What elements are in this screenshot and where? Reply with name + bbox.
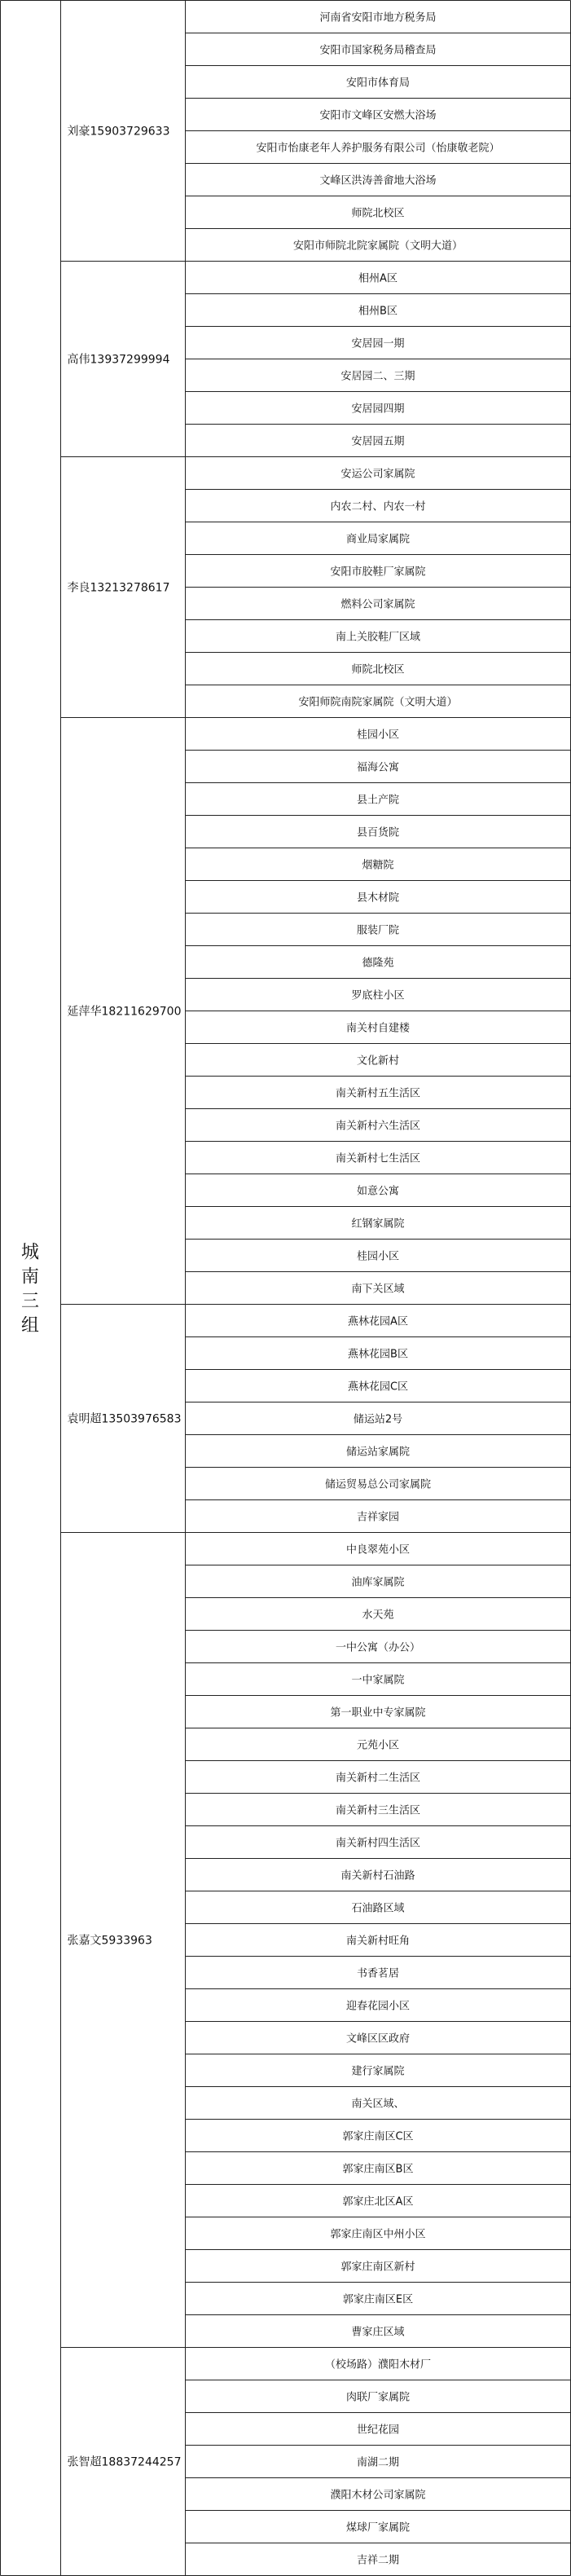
location-cell: 南关新村石油路	[340, 1869, 415, 1882]
person-contact: 袁明超13503976583	[67, 1412, 182, 1426]
location-cell: 石油路区域	[351, 1902, 405, 1915]
location-cell: 燃料公司家属院	[340, 598, 415, 611]
location-cell: 商业局家属院	[345, 533, 411, 546]
location-cell: 相州A区	[358, 272, 398, 285]
location-cell: 濮阳木材公司家属院	[330, 2489, 426, 2502]
location-cell: 罗底柱小区	[351, 989, 405, 1002]
location-cell: 燕林花园C区	[347, 1380, 409, 1394]
table-cells	[68, 11, 500, 2567]
person-contact: 刘豪15903729633	[67, 125, 170, 139]
location-cell: 桂园小区	[356, 1250, 400, 1263]
location-cell: 郭家庄南区E区	[342, 2293, 414, 2306]
location-cell: 煤球厂家属院	[345, 2521, 411, 2534]
location-cell: 师院北校区	[351, 207, 405, 220]
group-label: 城南三组	[20, 1242, 40, 1336]
location-cell: 南关新村七生活区	[335, 1152, 421, 1165]
location-cell: 迎春花园小区	[345, 2000, 411, 2013]
location-cell: 安阳市怡康老年人养护服务有限公司（怡康敬老院）	[256, 142, 500, 155]
location-cell: 储运站家属院	[345, 1446, 411, 1459]
location-cell: 中良翠苑小区	[345, 1543, 411, 1557]
location-cell: 南关新村六生活区	[335, 1120, 421, 1133]
location-cell: 郭家庄南区B区	[342, 2163, 414, 2176]
location-cell: 相州B区	[358, 305, 398, 318]
person-contact: 张智超18837244257	[67, 2455, 182, 2469]
location-cell: 如意公寓	[356, 1185, 400, 1198]
location-cell: 南关新村五生活区	[335, 1087, 421, 1100]
location-cell: 南上关胶鞋厂区域	[335, 631, 421, 644]
location-cell: 德隆苑	[362, 957, 394, 970]
location-cell: 南关新村四生活区	[335, 1837, 421, 1850]
location-cell: 桂园小区	[356, 729, 400, 742]
location-cell: 安阳市师院北院家属院（文明大道）	[292, 240, 463, 253]
location-cell: 福海公寓	[356, 761, 400, 774]
location-cell: 吉祥家园	[356, 1511, 400, 1524]
table-grid	[1, 1, 571, 2576]
location-cell: 一中公寓（办公）	[335, 1641, 421, 1654]
location-cell: 红钢家属院	[351, 1218, 405, 1231]
location-cell: 南关区域、	[351, 2098, 405, 2111]
location-cell: 师院北校区	[351, 663, 405, 676]
location-cell: 燕林花园A区	[348, 1315, 408, 1328]
location-cell: 第一职业中专家属院	[330, 1706, 426, 1720]
location-cell: 水天苑	[362, 1609, 394, 1622]
location-cell: 南湖二期	[356, 2456, 400, 2469]
location-cell: 安居园四期	[351, 403, 405, 416]
location-cell: 南关新村三生活区	[335, 1804, 421, 1817]
location-cell: 储运站2号	[353, 1413, 403, 1426]
location-cell: 郭家庄南区C区	[342, 2130, 414, 2143]
location-cell: 县百货院	[356, 826, 400, 839]
location-cell: 曹家庄区域	[351, 2326, 405, 2339]
location-cell: 安阳市文峰区安燃大浴场	[319, 109, 437, 122]
location-cell: 安阳市体育局	[345, 77, 411, 90]
location-cell: 县土产院	[356, 794, 400, 807]
location-cell: 县木材院	[356, 892, 400, 905]
person-contact: 张嘉文5933963	[67, 1934, 152, 1948]
location-cell: 郭家庄南区新村	[340, 2261, 415, 2274]
location-cell: 文峰区区政府	[345, 2032, 411, 2045]
location-cell: （校场路）濮阳木材厂	[324, 2358, 432, 2371]
location-cell: 安居园五期	[351, 435, 405, 448]
location-cell: 建行家属院	[351, 2065, 405, 2078]
location-cell: 南关新村旺角	[345, 1935, 411, 1948]
location-cell: 安阳市胶鞋厂家属院	[330, 566, 426, 579]
location-cell: 安居园一期	[351, 337, 405, 350]
location-cell: 油库家属院	[351, 1576, 405, 1589]
location-cell: 服装厂院	[356, 924, 400, 937]
location-cell: 烟糖院	[362, 859, 394, 872]
location-cell: 储运贸易总公司家属院	[324, 1478, 432, 1491]
location-cell: 文化新村	[356, 1055, 400, 1068]
location-cell: 南关村自建楼	[345, 1022, 411, 1035]
location-cell: 安阳市国家税务局稽查局	[319, 44, 437, 57]
person-contact: 李良13213278617	[67, 581, 170, 595]
location-cell: 燕林花园B区	[348, 1348, 408, 1361]
location-cell: 安居园二、三期	[340, 370, 415, 383]
location-cell: 文峰区洪涛善畲地大浴场	[319, 174, 437, 187]
location-cell: 元苑小区	[356, 1739, 400, 1752]
location-cell: 书香茗居	[356, 1967, 400, 1980]
location-cell: 肉联厂家属院	[345, 2391, 411, 2404]
location-cell: 吉祥二期	[356, 2554, 400, 2567]
location-cell: 内农二村、内农一村	[330, 500, 426, 513]
location-cell: 郭家庄北区A区	[342, 2195, 414, 2208]
location-cell: 世纪花园	[356, 2424, 400, 2437]
person-contact: 高伟13937299994	[67, 353, 170, 367]
location-cell: 安运公司家属院	[340, 468, 415, 481]
location-cell: 安阳师院南院家属院（文明大道）	[298, 696, 458, 709]
location-cell: 南关新村二生活区	[335, 1772, 421, 1785]
location-cell: 郭家庄南区中州小区	[330, 2228, 426, 2241]
location-cell: 一中家属院	[351, 1674, 405, 1687]
person-contact: 延萍华18211629700	[67, 1005, 182, 1019]
location-cell: 南下关区域	[351, 1283, 405, 1296]
location-cell: 河南省安阳市地方税务局	[319, 11, 437, 24]
